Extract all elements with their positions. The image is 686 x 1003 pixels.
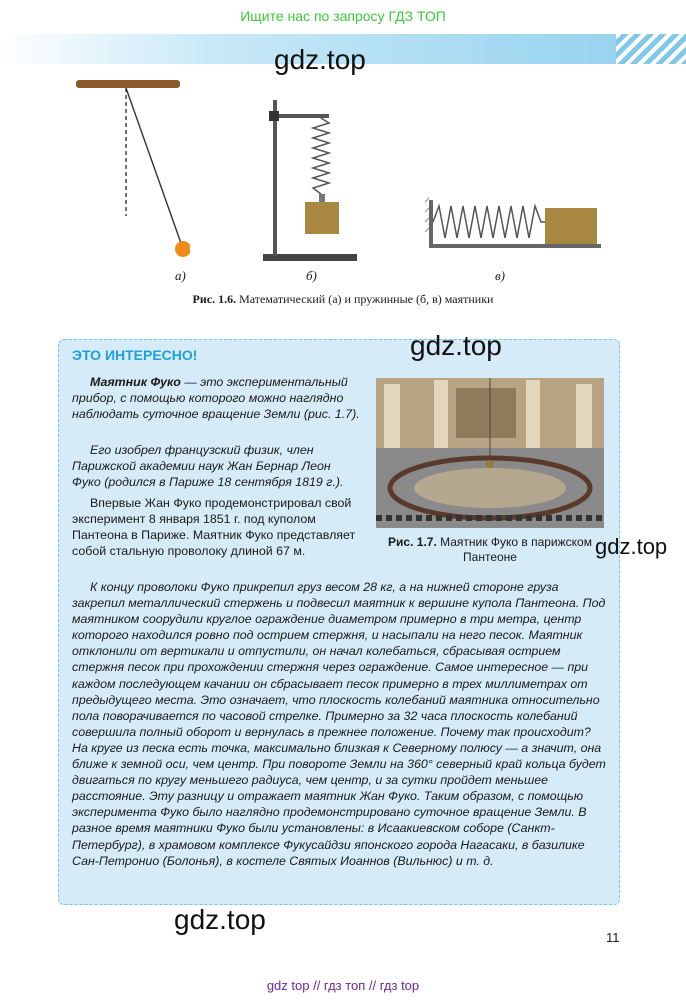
striped-decoration [616, 34, 686, 64]
caption-text: Математический (а) и пружинные (б, в) маятники [239, 292, 494, 306]
figure-1-7-caption: Рис. 1.7. Маятник Фуко в парижском Пантеоне [388, 535, 592, 564]
watermark: gdz.top [410, 330, 502, 361]
caption-prefix: Рис. 1.6. [192, 292, 237, 306]
paragraph-2: Его изобрел французский физик, член Парижской академии наук Жан Бернар Леон Фуко (родился в Париже 18 сентября 1819 г.). [72, 443, 344, 490]
top-banner [0, 0, 686, 32]
vertical-spring-figure [255, 94, 365, 266]
paragraph-4: К концу проволоки Фуко прикрепил груз весом 28 кг, а на нижней стороне груза закрепил металлический стержень и подвесил маятник к вершине купола Пантеона. Под маятником соорудили круглое ограждение диаметром примерно в три метра, центр которого находился ровно под острием стержня, и насыпали на него песок. Маятник отклонили от вертикали и отпустили, он начал колебаться, сбрасывая острием стержня песок при прохождении стержня через ограждение. Самое интересное — при каждом последующем качании он сбрасывает песок примерно в трех миллиметрах от предыдущего места. Это означает, что плоскость колебаний маятника относительно пола поворачивается по часовой стрелке. Примерно за 32 часа плоскость колебаний совершила полный оборот и вернулась в прежнее положение. Почему так происходит? На круге из песка есть точка, максимально близкая к Северному полюсу — а значит, она ближе к земной оси, чем центр. При повороте Земли на 360° северный край кольца будет двигаться по кругу меньшего радиуса, чем центр, и за сутки пройдет меньшее расстояние. Эту разницу и отражает маятник Жан Фуко. Таким образом, с помощью эксперимента Фуко было наглядно продемонстрировано суточное вращение Земли. В разное время маятники Фуко были установлены: в Исаакиевском соборе (Санкт-Петербург), в храмовом комплексе Фукусайдзи японского города Нагасаки, в базилике Сан-Петронио (Болонья), в костеле Святых Иоаннов (Вильнюс) и т. д. [72, 580, 606, 868]
pantheon-photo [376, 378, 604, 528]
horizontal-spring-figure [425, 194, 605, 254]
watermark: gdz.top [595, 534, 668, 559]
figure-label-b: б) [306, 268, 317, 283]
base-surface [429, 244, 601, 248]
footer-links[interactable]: gdz top // гдз топ // гдз top [266, 978, 420, 993]
spring-weight [305, 202, 339, 234]
paragraph-3: Впервые Жан Фуко продемонстрировал свой эксперимент 8 января 1851 г. под куполом Пантеона в Париже. Маятник Фуко представляет собой стальную проволоку длиной 67 м. [72, 496, 356, 559]
banner-text[interactable]: Ищите нас по запросу ГДЗ ТОП [240, 8, 446, 24]
pendulum-bob [175, 241, 190, 257]
watermark: gdz.top [274, 44, 366, 75]
pendulum-support-bar [76, 80, 180, 88]
watermark: gdz.top [174, 904, 266, 935]
pendulum-string [126, 88, 182, 246]
stand-base [263, 254, 357, 261]
term-foucault-pendulum: Маятник Фуко [90, 375, 181, 389]
stand-rod [273, 100, 277, 256]
horizontal-weight [545, 208, 597, 244]
figure-1-6-caption [0, 292, 686, 307]
math-pendulum-figure [70, 74, 190, 264]
wall [429, 200, 433, 248]
horizontal-spring-coil [433, 206, 545, 238]
paragraph-1: Маятник Фуко — это экспериментальный прибор, с помощью которого можно наглядно наблюдать суточное вращение Земли (рис. 1.7). [72, 375, 360, 422]
box-title: ЭТО ИНТЕРЕСНО! [72, 347, 198, 363]
spring-coil [313, 118, 329, 194]
page-number: 11 [606, 930, 620, 945]
figure-label-a: а) [175, 268, 186, 283]
figure-label-c: в) [495, 268, 505, 283]
